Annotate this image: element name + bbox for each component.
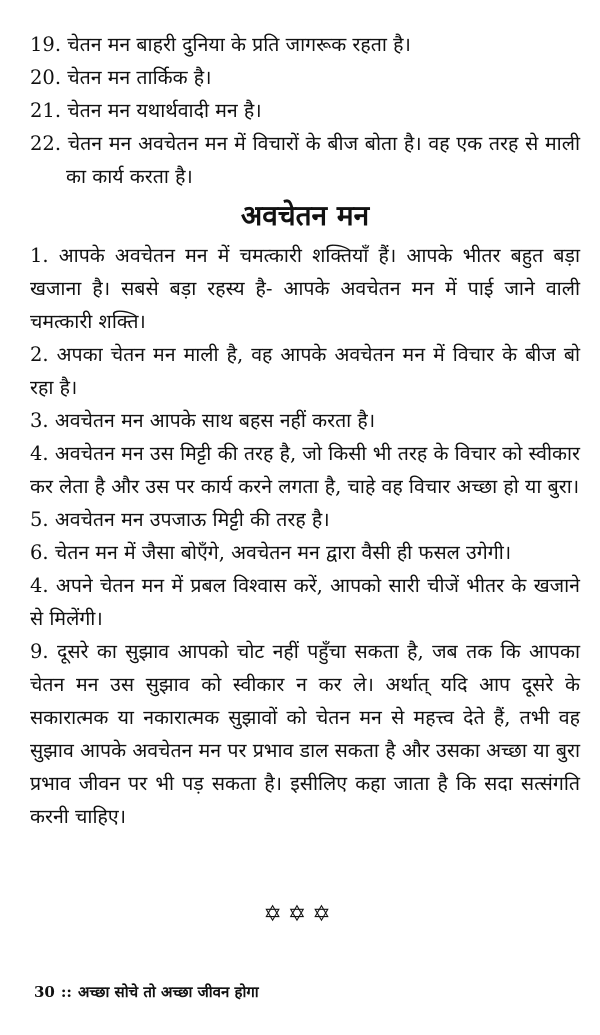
- item-text: चेतन मन यथार्थवादी मन है।: [67, 99, 262, 122]
- item-text: अवचेतन मन आपके साथ बहस नहीं करता है।: [54, 409, 376, 432]
- item-number: 2.: [30, 343, 49, 366]
- item-text: अवचेतन मन उस मिट्टी की तरह है, जो किसी भी तरह के विचार को स्वीकार कर लेता है और उस पर कार्य करने लगता है, चाहे वह विचार अच्छा हो या बुरा।: [30, 442, 580, 498]
- list-item-21: [30, 94, 580, 127]
- list-item-4b: [30, 569, 580, 635]
- item-text: चेतन मन अवचेतन मन में विचारों के बीज बोता है। वह एक तरह से माली का कार्य करता है।: [66, 132, 580, 188]
- list-item-4: [30, 437, 580, 503]
- item-text: चेतन मन बाहरी दुनिया के प्रति जागरूक रहता है।: [67, 33, 411, 56]
- item-number: 6.: [30, 541, 49, 564]
- footer-separator: ::: [60, 983, 72, 1001]
- item-number: 22.: [30, 132, 62, 155]
- page-number: 30: [34, 983, 55, 1001]
- item-text: अपका चेतन मन माली है, वह आपके अवचेतन मन में विचार के बीज बो रहा है।: [30, 343, 581, 399]
- item-number: 4.: [30, 442, 49, 465]
- list-item-19: [30, 28, 580, 61]
- item-text: अपने चेतन मन में प्रबल विश्वास करें, आपको सारी चीजें भीतर के खजाने से मिलेंगी।: [30, 574, 581, 630]
- item-number: 21.: [30, 99, 62, 122]
- item-text: चेतन मन तार्किक है।: [67, 66, 212, 89]
- item-text: दूसरे का सुझाव आपको चोट नहीं पहुँचा सकता है, जब तक कि आपका चेतन मन उस सुझाव को स्वीकार न कर ले। अर्थात् यदि आप दूसरे के सकारात्मक या नकारात्मक सुझावों को चेतन मन से महत्त्व देते हैं, तभी वह सुझाव आपके अवचेतन मन पर प्रभाव डाल सकता है और उसका अच्छा या बुरा प्रभाव जीवन पर भी पड़ सकता है। इसीलिए कहा जाता है कि सदा सत्संगति करनी चाहिए।: [30, 640, 580, 828]
- star-ornament-icon: ✡✡✡: [263, 902, 337, 927]
- item-number: 20.: [30, 66, 62, 89]
- page-content: [30, 28, 580, 833]
- item-text: आपके अवचेतन मन में चमत्कारी शक्तियाँ हैं। आपके भीतर बहुत बड़ा खजाना है। सबसे बड़ा रहस्य है- आपके अवचेतन मन में पाई जाने वाली चमत्कारी शक्ति।: [30, 244, 580, 333]
- list-item-20: [30, 61, 580, 94]
- item-number: 1.: [30, 244, 49, 267]
- list-item-22: [30, 127, 580, 193]
- item-number: 4.: [30, 574, 49, 597]
- item-number: 19.: [30, 33, 62, 56]
- item-text: अवचेतन मन उपजाऊ मिट्टी की तरह है।: [54, 508, 330, 531]
- list-item-6: [30, 536, 580, 569]
- book-title: अच्छा सोचे तो अच्छा जीवन होगा: [77, 983, 259, 1001]
- list-item-2: [30, 338, 580, 404]
- list-item-3: [30, 404, 580, 437]
- item-number: 3.: [30, 409, 49, 432]
- list-item-1: [30, 239, 580, 338]
- list-item-5: [30, 503, 580, 536]
- item-text: चेतन मन में जैसा बोएँगे, अवचेतन मन द्वारा वैसी ही फसल उगेगी।: [54, 541, 512, 564]
- item-number: 5.: [30, 508, 49, 531]
- item-number: 9.: [30, 640, 49, 663]
- page-footer: [34, 982, 259, 1002]
- list-item-9: [30, 635, 580, 833]
- section-heading: अवचेतन मन: [240, 199, 370, 232]
